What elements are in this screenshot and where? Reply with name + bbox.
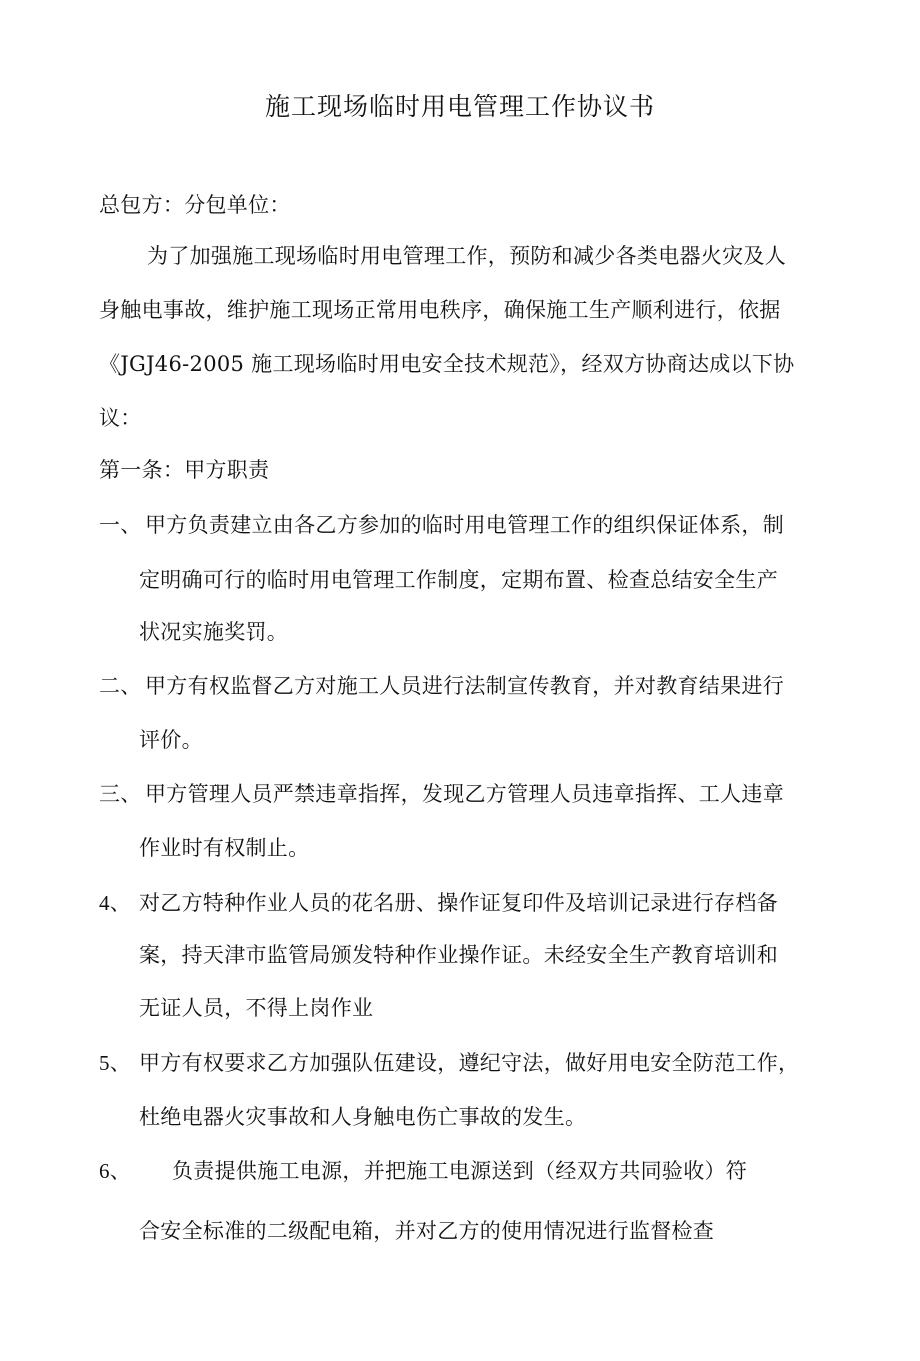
item-line: 合安全标准的二级配电箱，并对乙方的使用情况进行监督检查 bbox=[139, 1219, 715, 1243]
item-line: 定明确可行的临时用电管理工作制度，定期布置、检查总结安全生产 bbox=[139, 568, 778, 592]
preamble-line: 《JGJ46-2005 施工现场临时用电安全技术规范》，经双方协商达成以下协 bbox=[99, 352, 795, 376]
preamble-line: 为了加强施工现场临时用电管理工作，预防和减少各类电器火灾及人 bbox=[147, 244, 786, 268]
document-title: 施工现场临时用电管理工作协议书 bbox=[264, 92, 655, 121]
item-line: 对乙方特种作业人员的花名册、操作证复印件及培训记录进行存档备 bbox=[139, 891, 778, 915]
item-line: 无证人员，不得上岗作业 bbox=[139, 996, 374, 1020]
article-1-heading: 第一条：甲方职责 bbox=[99, 458, 270, 482]
item-line: 甲方负责建立由各乙方参加的临时用电管理工作的组织保证体系，制 bbox=[145, 513, 784, 537]
parties-line: 总包方：分包单位： bbox=[99, 193, 291, 217]
item-marker: 二、 bbox=[99, 674, 142, 698]
preamble-line: 议： bbox=[99, 406, 142, 430]
item-line: 甲方有权监督乙方对施工人员进行法制宣传教育，并对教育结果进行 bbox=[145, 674, 784, 698]
item-marker: 6、 bbox=[99, 1159, 132, 1183]
item-marker: 一、 bbox=[99, 513, 142, 537]
item-line: 负责提供施工电源，并把施工电源送到（经双方共同验收）符 bbox=[172, 1159, 748, 1183]
item-line: 杜绝电器火灾事故和人身触电伤亡事故的发生。 bbox=[139, 1105, 587, 1129]
item-marker: 三、 bbox=[99, 782, 142, 806]
item-line: 甲方有权要求乙方加强队伍建设，遵纪守法，做好用电安全防范工作， bbox=[139, 1051, 800, 1075]
item-line: 评价。 bbox=[139, 728, 203, 752]
preamble-line: 身触电事故，维护施工现场正常用电秩序，确保施工生产顺利进行，依据 bbox=[99, 298, 781, 322]
item-line: 案，持天津市监管局颁发特种作业操作证。未经安全生产教育培训和 bbox=[139, 943, 778, 967]
item-line: 状况实施奖罚。 bbox=[139, 620, 289, 644]
item-line: 作业时有权制止。 bbox=[139, 836, 310, 860]
item-line: 甲方管理人员严禁违章指挥，发现乙方管理人员违章指挥、工人违章 bbox=[145, 782, 784, 806]
item-marker: 5、 bbox=[99, 1051, 132, 1075]
item-marker: 4、 bbox=[99, 891, 132, 915]
